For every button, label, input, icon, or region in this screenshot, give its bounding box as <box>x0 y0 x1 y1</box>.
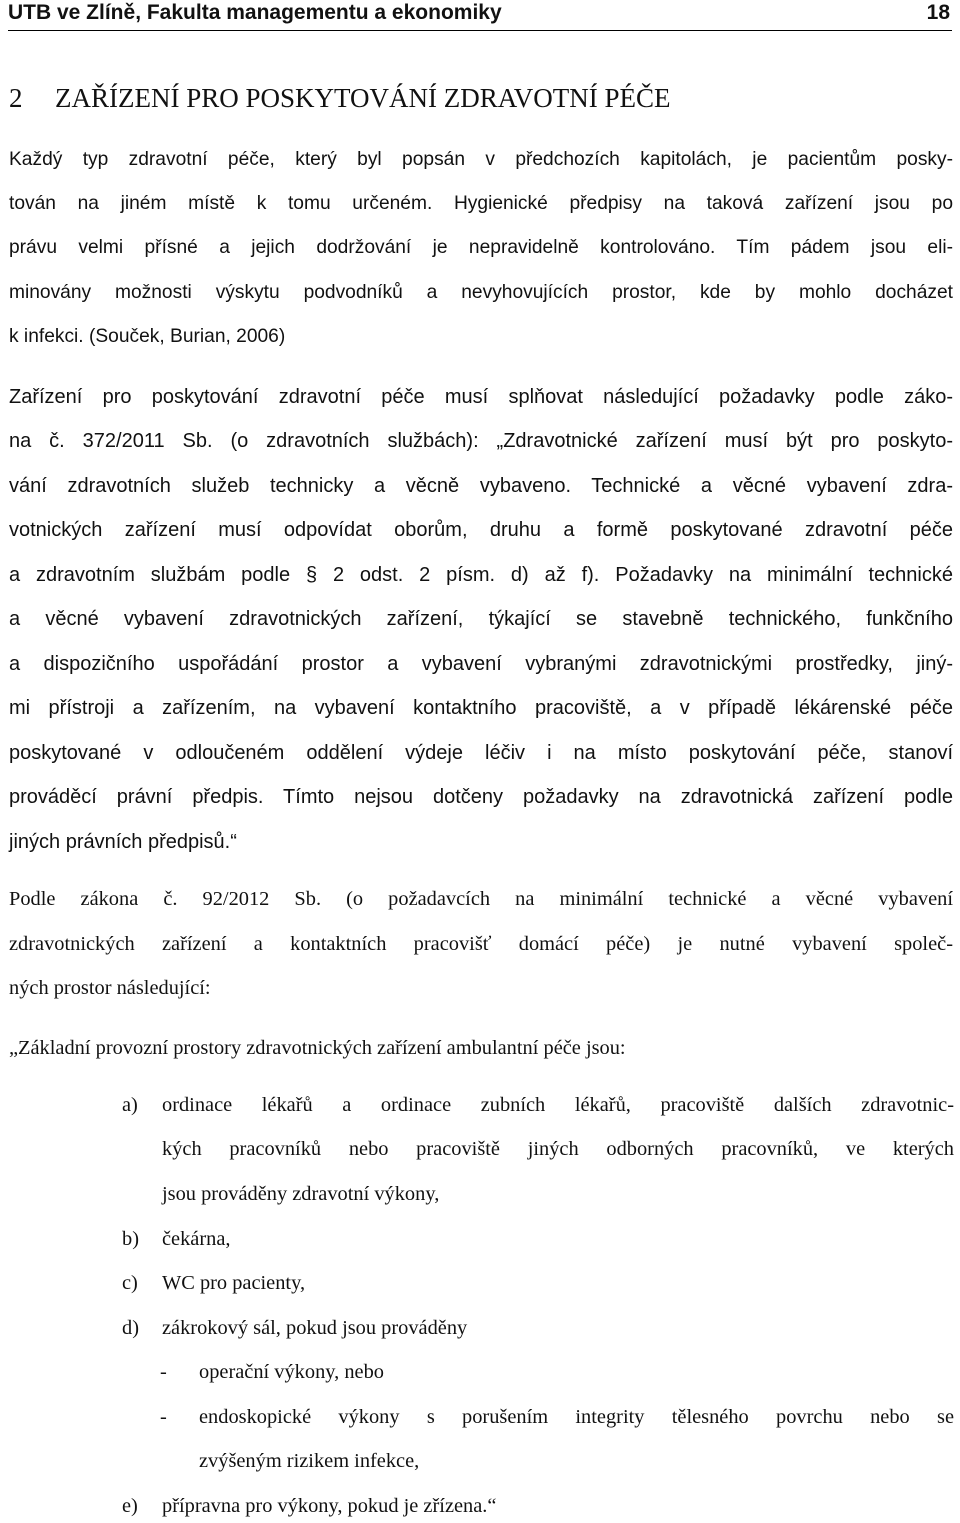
list-item-a-continuation: jsou prováděny zdravotní výkony, <box>162 1183 440 1205</box>
list-item-b <box>122 1225 954 1253</box>
list-item-text: ordinace lékařů a ordinace zubních lékařů, pracoviště dalších zdravotnic- <box>162 1094 954 1116</box>
paragraph-2-line: Zařízení pro poskytování zdravotní péče musí splňovat následující požadavky podle záko- <box>9 386 953 408</box>
paragraph-1-line: právu velmi přísné a jejich dodržování je nepravidelně kontrolováno. Tím pádem jsou eli- <box>9 237 953 258</box>
paragraph-2-line: a zdravotním službám podle § 2 odst. 2 písm. d) až f). Požadavky na minimální technické <box>9 564 953 586</box>
sub-item-continuation: zvýšeným rizikem infekce, <box>199 1450 420 1472</box>
paragraph-2-line: vání zdravotních služeb technicky a věcně vybaveno. Technické a věcné vybavení zdra- <box>9 475 953 497</box>
paragraph-2-line: jiných právních předpisů.“ <box>9 831 237 853</box>
list-label: a) <box>122 1094 138 1116</box>
paragraph-3-line: Podle zákona č. 92/2012 Sb. (o požadavcích na minimální technické a věcné vybavení <box>9 888 953 910</box>
sub-item-endoskopicke <box>160 1403 954 1431</box>
list-item-text: přípravna pro výkony, pokud je zřízena.“ <box>162 1495 497 1517</box>
paragraph-1-line: k infekci. (Souček, Burian, 2006) <box>9 326 286 347</box>
list-item-d <box>122 1314 954 1342</box>
list-label: b) <box>122 1228 139 1250</box>
paragraph-2-line: a věcné vybavení zdravotnických zařízení, týkající se stavebně technického, funkčního <box>9 608 953 630</box>
sub-item-operacni <box>160 1358 954 1386</box>
paragraph-1-line: tován na jiném místě k tomu určeném. Hygienické předpisy na taková zařízení jsou po <box>9 193 953 214</box>
list-item-a <box>122 1091 954 1119</box>
page-number: 18 <box>926 1 950 24</box>
paragraph-2-line: a dispozičního uspořádání prostor a vybavení vybranými zdravotnickými prostředky, jiný- <box>9 653 953 675</box>
paragraph-3-line: zdravotnických zařízení a kontaktních pracovišť domácí péče) je nutné vybavení společ- <box>9 933 953 955</box>
paragraph-2-line: mi přístroji a zařízením, na vybavení kontaktního pracoviště, a v případě lékárenské péče <box>9 697 953 719</box>
paragraph-2-line: prováděcí právní předpis. Tímto nejsou dotčeny požadavky na zdravotnická zařízení podle <box>9 786 953 808</box>
header-title: UTB ve Zlíně, Fakulta managementu a ekonomiky <box>8 1 502 24</box>
paragraph-2-line: na č. 372/2011 Sb. (o zdravotních službách): „Zdravotnické zařízení musí být pro poskyto- <box>9 430 953 452</box>
list-item-text: zákrokový sál, pokud jsou prováděny <box>162 1317 468 1339</box>
list-item-e <box>122 1492 954 1520</box>
list-item-a-continuation: kých pracovníků nebo pracoviště jiných odborných pracovníků, ve kterých <box>162 1138 954 1160</box>
chapter-title: ZAŘÍZENÍ PRO POSKYTOVÁNÍ ZDRAVOTNÍ PÉČE <box>55 83 671 113</box>
list-item-text: čekárna, <box>162 1228 231 1250</box>
chapter-number: 2 <box>9 83 23 113</box>
dash-bullet: - <box>160 1361 167 1383</box>
paragraph-1-line: Každý typ zdravotní péče, který byl popsán v předchozích kapitolách, je pacientům posky- <box>9 149 953 170</box>
list-item-c <box>122 1269 954 1297</box>
list-item-text: WC pro pacienty, <box>162 1272 306 1294</box>
sub-item-text: endoskopické výkony s porušením integrity tělesného povrchu nebo se <box>199 1406 954 1428</box>
paragraph-2-line: votnických zařízení musí odpovídat oborům, druhu a formě poskytované zdravotní péče <box>9 519 953 541</box>
paragraph-1-line: minovány možnosti výskytu podvodníků a nevyhovujících prostor, kde by mohlo docházet <box>9 282 953 303</box>
list-label: d) <box>122 1317 139 1339</box>
dash-bullet: - <box>160 1406 167 1428</box>
paragraph-3-line: ných prostor následující: <box>9 977 211 999</box>
running-header <box>8 0 952 31</box>
list-label: e) <box>122 1495 138 1517</box>
paragraph-2-line: poskytované v odloučeném oddělení výdeje léčiv i na místo poskytování péče, stanoví <box>9 742 953 764</box>
chapter-heading <box>9 81 671 115</box>
sub-item-text: operační výkony, nebo <box>199 1361 384 1383</box>
quote-intro: „Základní provozní prostory zdravotnických zařízení ambulantní péče jsou: <box>9 1037 626 1059</box>
list-label: c) <box>122 1272 138 1294</box>
